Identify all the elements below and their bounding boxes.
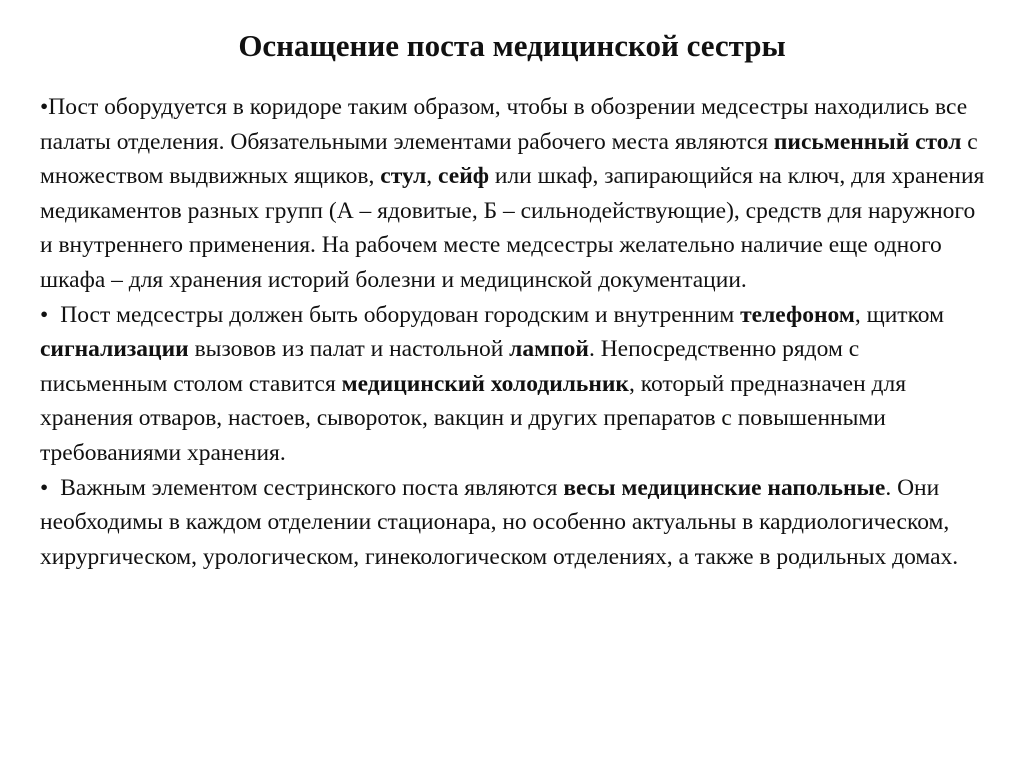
paragraph-scales: [40, 471, 990, 575]
text-run: . Непосредственно рядом с письменным столом ставится: [40, 336, 860, 397]
bullet-marker: •: [40, 301, 49, 328]
bold-term-alarm: сигнализации: [40, 336, 189, 363]
bold-term-desk: письменный стол: [773, 128, 962, 155]
text-run: Важным элементом сестринского поста являются: [60, 474, 564, 501]
bold-term-scales: весы медицинские напольные: [563, 474, 886, 501]
bold-term-phone: телефоном: [740, 301, 855, 328]
paragraph-post-location: [40, 90, 990, 298]
text-run: Пост медсестры должен быть оборудован городским и внутренним: [60, 301, 741, 328]
bullet-marker: •: [40, 94, 49, 120]
bullet-marker: •: [40, 474, 49, 501]
text-run: вызовов из палат и настольной: [188, 336, 510, 363]
text-run: ,: [426, 163, 439, 190]
paragraph-post-equipment: [40, 298, 990, 471]
text-run: . Они необходимы в каждом отделении стационара, но особенно актуальны в кардиологическом, хирургическом, урологическом, гинекологическом отделениях, а также в родильных домах.: [40, 474, 959, 570]
text-run: или шкаф, запирающийся на ключ, для хранения медикаментов разных групп (А – ядовитые, Б – сильнодействующие), средств для наружного и внутреннего применения. На рабочем месте медсестры желательно наличие еще одного шкафа – для хранения историй болезни и медицинской документации.: [40, 163, 985, 293]
text-run: с множеством выдвижных ящиков,: [40, 128, 978, 190]
text-run: , который предназначен для хранения отваров, настоев, сывороток, вакцин и других препаратов с повышенными требованиями хранения.: [40, 370, 907, 466]
bold-term-safe: сейф: [438, 163, 489, 190]
text-run: Пост оборудуется в коридоре таким образом, чтобы в обозрении медсестры находились все палаты отделения. Обязательными элементами рабочего места являются: [40, 94, 968, 155]
bold-term-lamp: лампой: [509, 336, 589, 363]
bold-term-chair: стул: [380, 163, 427, 190]
bold-term-fridge: медицинский холодильник: [341, 370, 629, 397]
slide-body: [40, 90, 990, 574]
text-run: , щитком: [854, 301, 944, 328]
slide-title: Оснащение поста медицинской сестры: [238, 28, 786, 63]
